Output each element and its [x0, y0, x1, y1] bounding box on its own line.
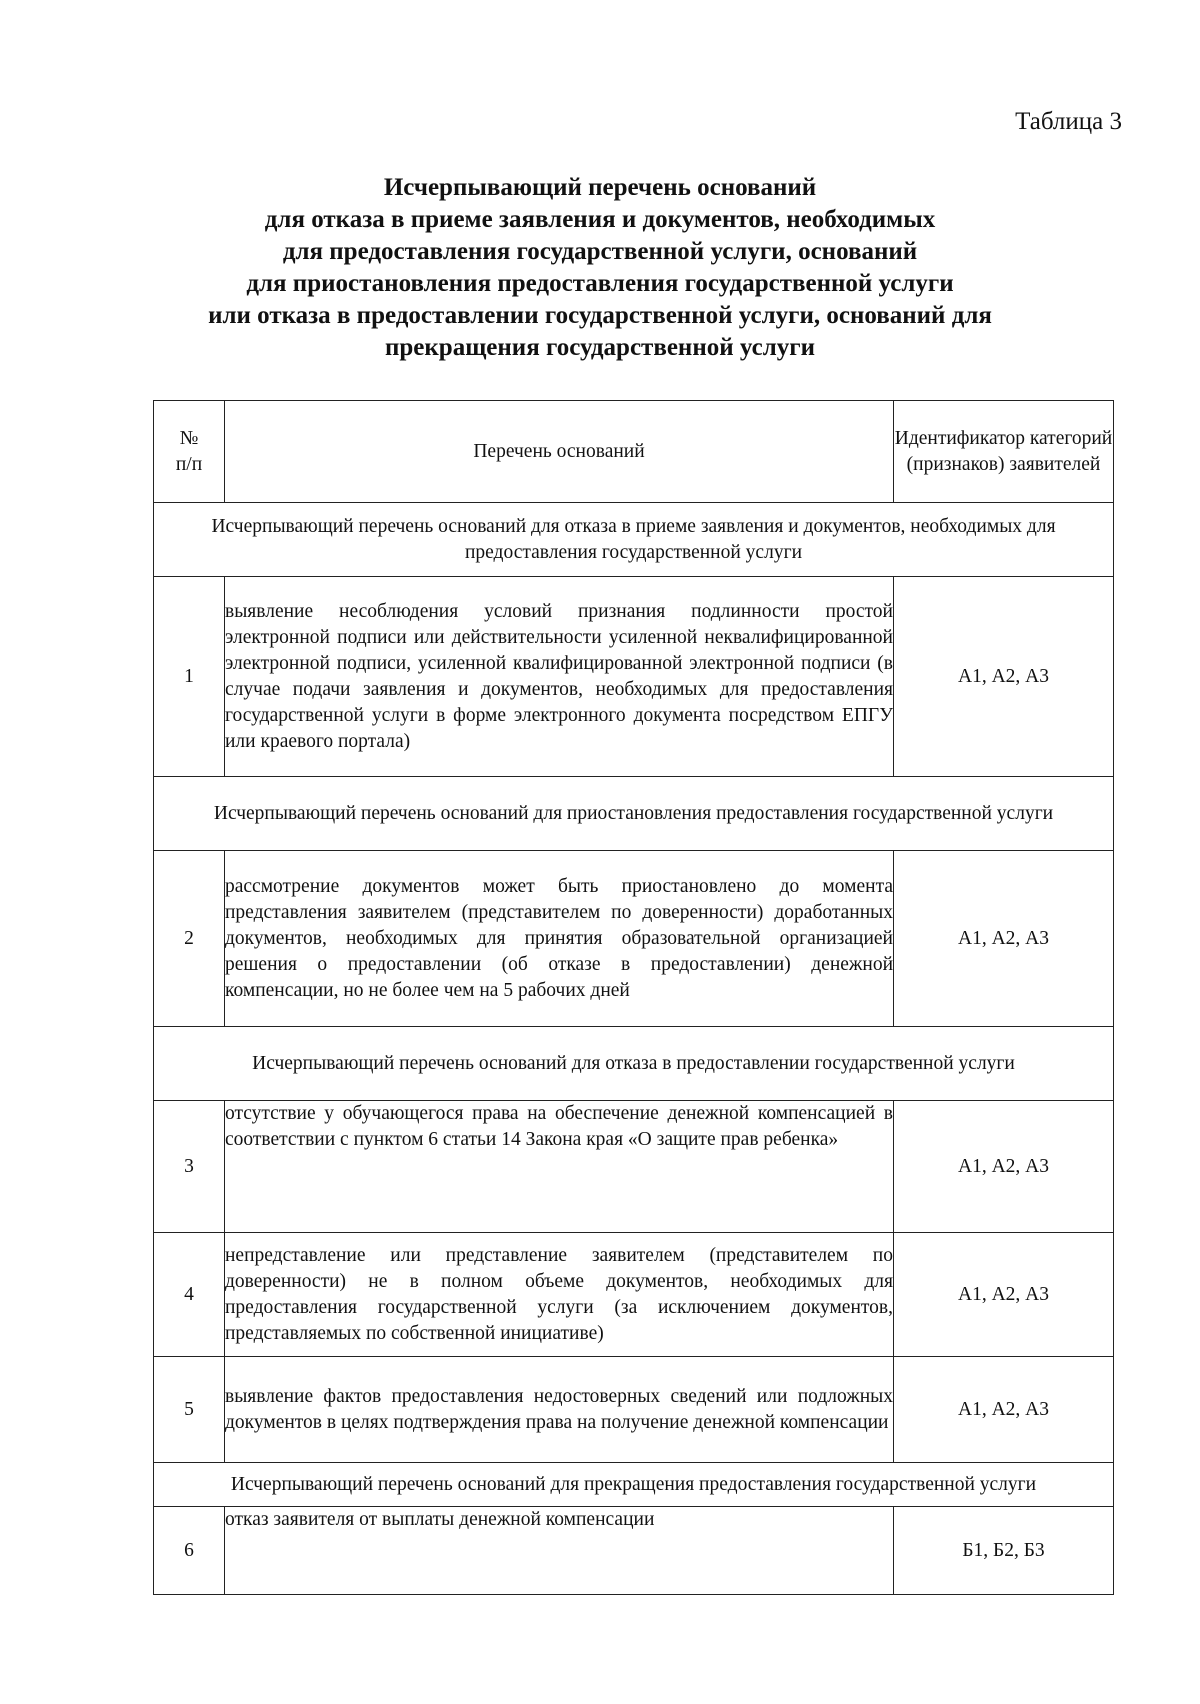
header-number-abbrev: п/п: [175, 453, 203, 475]
section-row: [154, 1027, 1114, 1101]
title-line: Исчерпывающий перечень оснований: [383, 174, 817, 201]
header-identifier: Идентификатор категорий (признаков) заявителей: [894, 401, 1114, 503]
row-codes: А1, А2, А3: [894, 1233, 1114, 1357]
table-row: [154, 1233, 1114, 1357]
row-number: 4: [154, 1233, 225, 1357]
section-row: [154, 777, 1114, 851]
row-text: непредставление или представление заявителем (представителем по доверенности) не в полном объеме документов, необходимых для предоставления государственной услуги (за исключением документов, представляемых по собственной инициативе): [225, 1233, 894, 1357]
row-text: рассмотрение документов может быть приостановлено до момента представления заявителем (представителем по доверенности) доработанных документов, необходимых для принятия образовательной организацией решения о предоставлении (об отказе в предоставлении) денежной компенсации, но не более чем на 5 рабочих дней: [225, 851, 894, 1027]
header-grounds: Перечень оснований: [225, 401, 894, 503]
row-text: выявление несоблюдения условий признания подлинности простой электронной подписи или действительности усиленной неквалифицированной электронной подписи, усиленной квалифицированной электронной подписи (в случае подачи заявления и документов, необходимых для предоставления государственной услуги в форме электронного документа посредством ЕПГУ или краевого портала): [225, 577, 894, 777]
row-codes: А1, А2, А3: [894, 1357, 1114, 1463]
title-line: для отказа в приеме заявления и документов, необходимых: [264, 206, 936, 233]
row-number: 3: [154, 1101, 225, 1233]
row-number: 2: [154, 851, 225, 1027]
section-row: [154, 503, 1114, 577]
title-line: прекращения государственной услуги: [384, 334, 816, 361]
row-codes: А1, А2, А3: [894, 1101, 1114, 1233]
table-row: [154, 1101, 1114, 1233]
grounds-table: [153, 400, 1114, 1595]
row-text: отказ заявителя от выплаты денежной компенсации: [225, 1507, 894, 1595]
table-row: [154, 851, 1114, 1027]
row-codes: А1, А2, А3: [894, 577, 1114, 777]
section-heading: Исчерпывающий перечень оснований для отказа в приеме заявления и документов, необходимых для предоставления государственной услуги: [154, 503, 1114, 577]
section-heading: Исчерпывающий перечень оснований для прекращения предоставления государственной услуги: [154, 1463, 1114, 1507]
row-number: 6: [154, 1507, 225, 1595]
row-number: 1: [154, 577, 225, 777]
header-number-symbol: №: [179, 427, 199, 449]
row-codes: Б1, Б2, Б3: [894, 1507, 1114, 1595]
row-codes: А1, А2, А3: [894, 851, 1114, 1027]
title-line: или отказа в предоставлении государственной услуги, оснований для: [208, 302, 992, 329]
document-title: [150, 172, 1050, 364]
title-line: для приостановления предоставления государственной услуги: [246, 270, 954, 297]
table-row: [154, 1507, 1114, 1595]
table-row: [154, 577, 1114, 777]
title-line: для предоставления государственной услуги, оснований: [282, 238, 918, 265]
row-number: 5: [154, 1357, 225, 1463]
section-heading: Исчерпывающий перечень оснований для приостановления предоставления государственной услуги: [154, 777, 1114, 851]
section-row: [154, 1463, 1114, 1507]
section-heading: Исчерпывающий перечень оснований для отказа в предоставлении государственной услуги: [154, 1027, 1114, 1101]
header-number: [154, 401, 225, 503]
table-label: Таблица 3: [1015, 108, 1122, 135]
row-text: отсутствие у обучающегося права на обеспечение денежной компенсацией в соответствии с пунктом 6 статьи 14 Закона края «О защите прав ребенка»: [225, 1101, 894, 1233]
header-row: [154, 401, 1114, 503]
table-row: [154, 1357, 1114, 1463]
row-text: выявление фактов предоставления недостоверных сведений или подложных документов в целях подтверждения права на получение денежной компенсации: [225, 1357, 894, 1463]
